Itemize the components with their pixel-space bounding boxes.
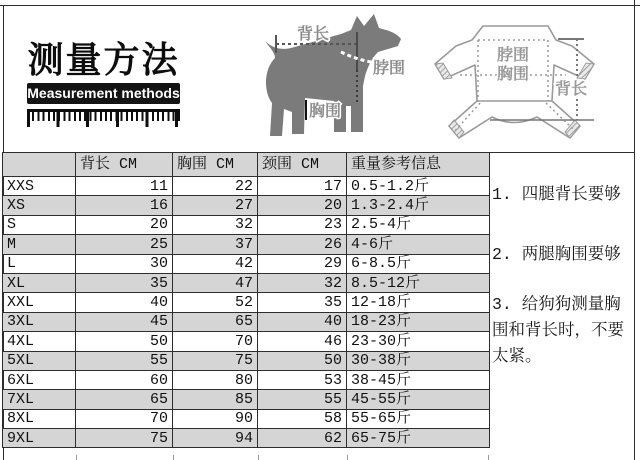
table-row (3, 390, 490, 409)
table-row (3, 215, 490, 234)
table-row (3, 429, 490, 448)
cell-weight-range: 4-6斤 (347, 235, 490, 254)
cell-chest-cm: 80 (173, 370, 258, 389)
cell-neck-cm: 20 (258, 196, 347, 215)
title-block (27, 40, 180, 128)
cell-weight-range: 65-75斤 (347, 429, 490, 448)
cell-size: XXL (3, 293, 76, 312)
fitting-notes (492, 156, 634, 456)
cell-weight-range: 55-65斤 (347, 409, 490, 428)
cell-weight-range: 12-18斤 (347, 293, 490, 312)
cell-weight-range: 2.5-4斤 (347, 215, 490, 234)
column-line-stub (173, 455, 174, 460)
table-row (3, 235, 490, 254)
table-row (3, 312, 490, 331)
cell-weight-range: 8.5-12斤 (347, 273, 490, 292)
header-size (3, 153, 76, 177)
table-row (3, 351, 490, 370)
table-row (3, 177, 490, 196)
cell-size: M (3, 235, 76, 254)
cell-back-length-cm: 30 (76, 254, 173, 273)
cell-back-length-cm: 40 (76, 293, 173, 312)
cell-size: XL (3, 273, 76, 292)
cell-chest-cm: 52 (173, 293, 258, 312)
cell-size: 9XL (3, 429, 76, 448)
cell-size: 6XL (3, 370, 76, 389)
cell-neck-cm: 50 (258, 351, 347, 370)
note-item: 1. 四腿背长要够 (492, 185, 621, 204)
cell-back-length-cm: 55 (76, 351, 173, 370)
cell-weight-range: 38-45斤 (347, 370, 490, 389)
garment-back-length-label: 背长 (555, 81, 588, 98)
cell-neck-cm: 26 (258, 235, 347, 254)
cell-chest-cm: 42 (173, 254, 258, 273)
page-subtitle: Measurement methods (27, 83, 180, 104)
header-back-length: 背长 CM (76, 153, 173, 177)
cell-size: 3XL (3, 312, 76, 331)
column-line-stub (347, 455, 348, 460)
note-item: 3. 给狗狗测量胸围和背长时，不要太紧。 (492, 295, 624, 366)
cell-neck-cm: 55 (258, 390, 347, 409)
cell-neck-cm: 62 (258, 429, 347, 448)
size-table-body (3, 177, 490, 448)
cell-chest-cm: 70 (173, 332, 258, 351)
garment-chest-girth-label: 胸围 (496, 66, 530, 83)
cell-back-length-cm: 45 (76, 312, 173, 331)
cell-size: 8XL (3, 409, 76, 428)
cell-neck-cm: 17 (258, 177, 347, 196)
table-row (3, 370, 490, 389)
column-line-stub (488, 455, 489, 460)
cell-size: L (3, 254, 76, 273)
header-row-extension-line (488, 152, 634, 153)
ruler-icon (27, 109, 180, 128)
header-weight: 重量参考信息 (347, 153, 490, 177)
cell-neck-cm: 35 (258, 293, 347, 312)
cell-size: 5XL (3, 351, 76, 370)
cell-chest-cm: 32 (173, 215, 258, 234)
cell-chest-cm: 22 (173, 177, 258, 196)
note-item: 2. 两腿胸围要够 (492, 245, 621, 264)
dog-measurement-diagram (235, 8, 445, 150)
cell-chest-cm: 85 (173, 390, 258, 409)
cell-back-length-cm: 60 (76, 370, 173, 389)
cell-weight-range: 23-30斤 (347, 332, 490, 351)
cell-back-length-cm: 35 (76, 273, 173, 292)
cell-neck-cm: 29 (258, 254, 347, 273)
cell-back-length-cm: 11 (76, 177, 173, 196)
cell-neck-cm: 40 (258, 312, 347, 331)
cell-size: 7XL (3, 390, 76, 409)
cell-neck-cm: 46 (258, 332, 347, 351)
column-line-stub (76, 455, 77, 460)
cell-weight-range: 45-55斤 (347, 390, 490, 409)
table-row (3, 196, 490, 215)
header-chest: 胸围 CM (173, 153, 258, 177)
cell-weight-range: 6-8.5斤 (347, 254, 490, 273)
cell-weight-range: 1.3-2.4斤 (347, 196, 490, 215)
page-title: 测量方法 (27, 39, 180, 80)
top-border-line (0, 5, 640, 6)
header-neck: 颈围 CM (258, 153, 347, 177)
cell-back-length-cm: 25 (76, 235, 173, 254)
cell-size: XXS (3, 177, 76, 196)
table-row (3, 332, 490, 351)
cell-chest-cm: 47 (173, 273, 258, 292)
cell-size: S (3, 215, 76, 234)
cell-chest-cm: 90 (173, 409, 258, 428)
cell-back-length-cm: 16 (76, 196, 173, 215)
garment-neck-girth-label: 脖围 (496, 47, 530, 64)
cell-weight-range: 0.5-1.2斤 (347, 177, 490, 196)
table-row (3, 409, 490, 428)
table-row (3, 254, 490, 273)
cell-weight-range: 18-23斤 (347, 312, 490, 331)
cell-back-length-cm: 75 (76, 429, 173, 448)
cell-chest-cm: 75 (173, 351, 258, 370)
cell-size: XS (3, 196, 76, 215)
cell-neck-cm: 53 (258, 370, 347, 389)
cell-chest-cm: 94 (173, 429, 258, 448)
size-table (2, 152, 490, 448)
cell-back-length-cm: 70 (76, 409, 173, 428)
cell-neck-cm: 23 (258, 215, 347, 234)
cell-back-length-cm: 20 (76, 215, 173, 234)
cell-chest-cm: 65 (173, 312, 258, 331)
cell-neck-cm: 58 (258, 409, 347, 428)
cell-chest-cm: 27 (173, 196, 258, 215)
cell-chest-cm: 37 (173, 235, 258, 254)
cell-size: 4XL (3, 332, 76, 351)
cell-neck-cm: 32 (258, 273, 347, 292)
dog-back-length-label: 背长 (296, 26, 330, 43)
cell-back-length-cm: 65 (76, 390, 173, 409)
cell-back-length-cm: 50 (76, 332, 173, 351)
table-row (3, 273, 490, 292)
dog-neck-girth-label: 脖围 (373, 60, 406, 77)
dog-chest-girth-label: 胸围 (309, 103, 342, 120)
cell-weight-range: 30-38斤 (347, 351, 490, 370)
table-header-row (3, 153, 490, 177)
garment-measurement-diagram (434, 16, 640, 152)
table-row (3, 293, 490, 312)
column-line-stub (258, 455, 259, 460)
